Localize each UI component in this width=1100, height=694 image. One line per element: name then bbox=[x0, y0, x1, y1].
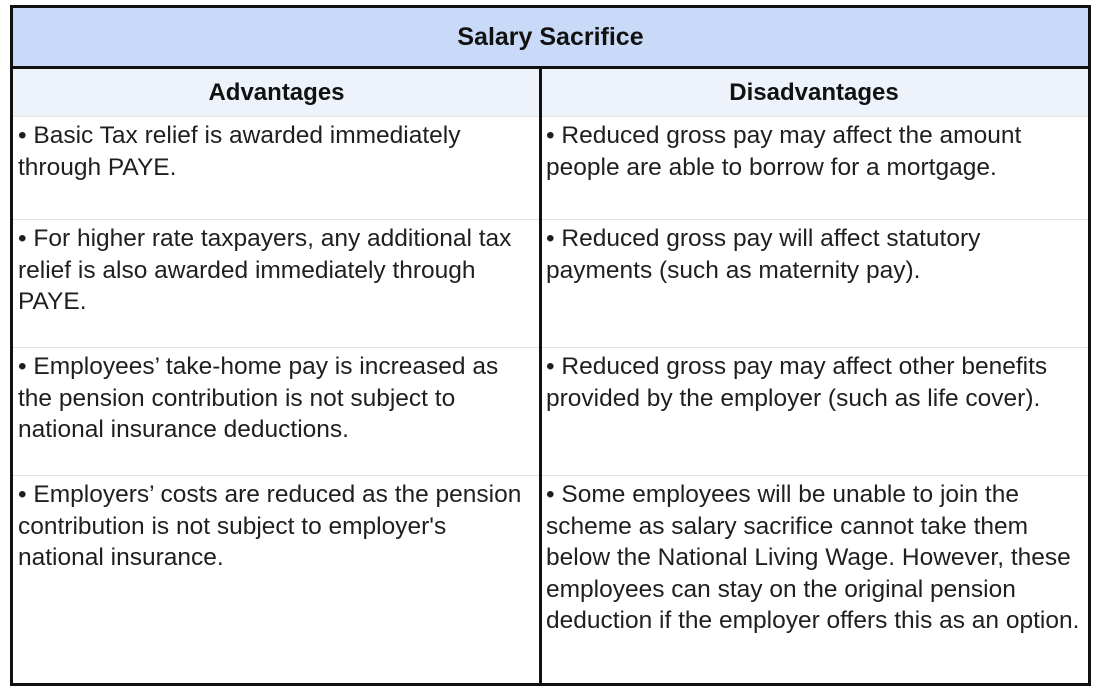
table-title: Salary Sacrifice bbox=[13, 8, 1088, 69]
disadvantage-cell: • Reduced gross pay will affect statutory payments (such as maternity pay). bbox=[540, 220, 1088, 348]
advantage-cell: • Employers’ costs are reduced as the pension contribution is not subject to employer's national insurance. bbox=[18, 481, 529, 571]
advantage-cell: • Basic Tax relief is awarded immediately through PAYE. bbox=[13, 117, 540, 220]
disadvantage-cell: • Reduced gross pay may affect the amount people are able to borrow for a mortgage. bbox=[540, 117, 1088, 220]
disadvantages-header: Disadvantages bbox=[540, 69, 1088, 117]
advantages-header: Advantages bbox=[13, 69, 540, 117]
advantage-cell: • For higher rate taxpayers, any additional tax relief is also awarded immediately through PAYE. bbox=[13, 220, 540, 348]
advantage-cell: • Employees’ take-home pay is increased as the pension contribution is not subject to national insurance deductions. bbox=[13, 348, 540, 476]
disadvantage-cell: • Reduced gross pay may affect other benefits provided by the employer (such as life cover). bbox=[540, 348, 1088, 476]
salary-sacrifice-table bbox=[10, 5, 1091, 686]
disadvantage-cell: • Some employees will be unable to join the scheme as salary sacrifice cannot take them below the National Living Wage. However, these employees can stay on the original pension deduction if the employer offers this as an option. bbox=[546, 481, 1080, 634]
table-body bbox=[13, 69, 1088, 683]
